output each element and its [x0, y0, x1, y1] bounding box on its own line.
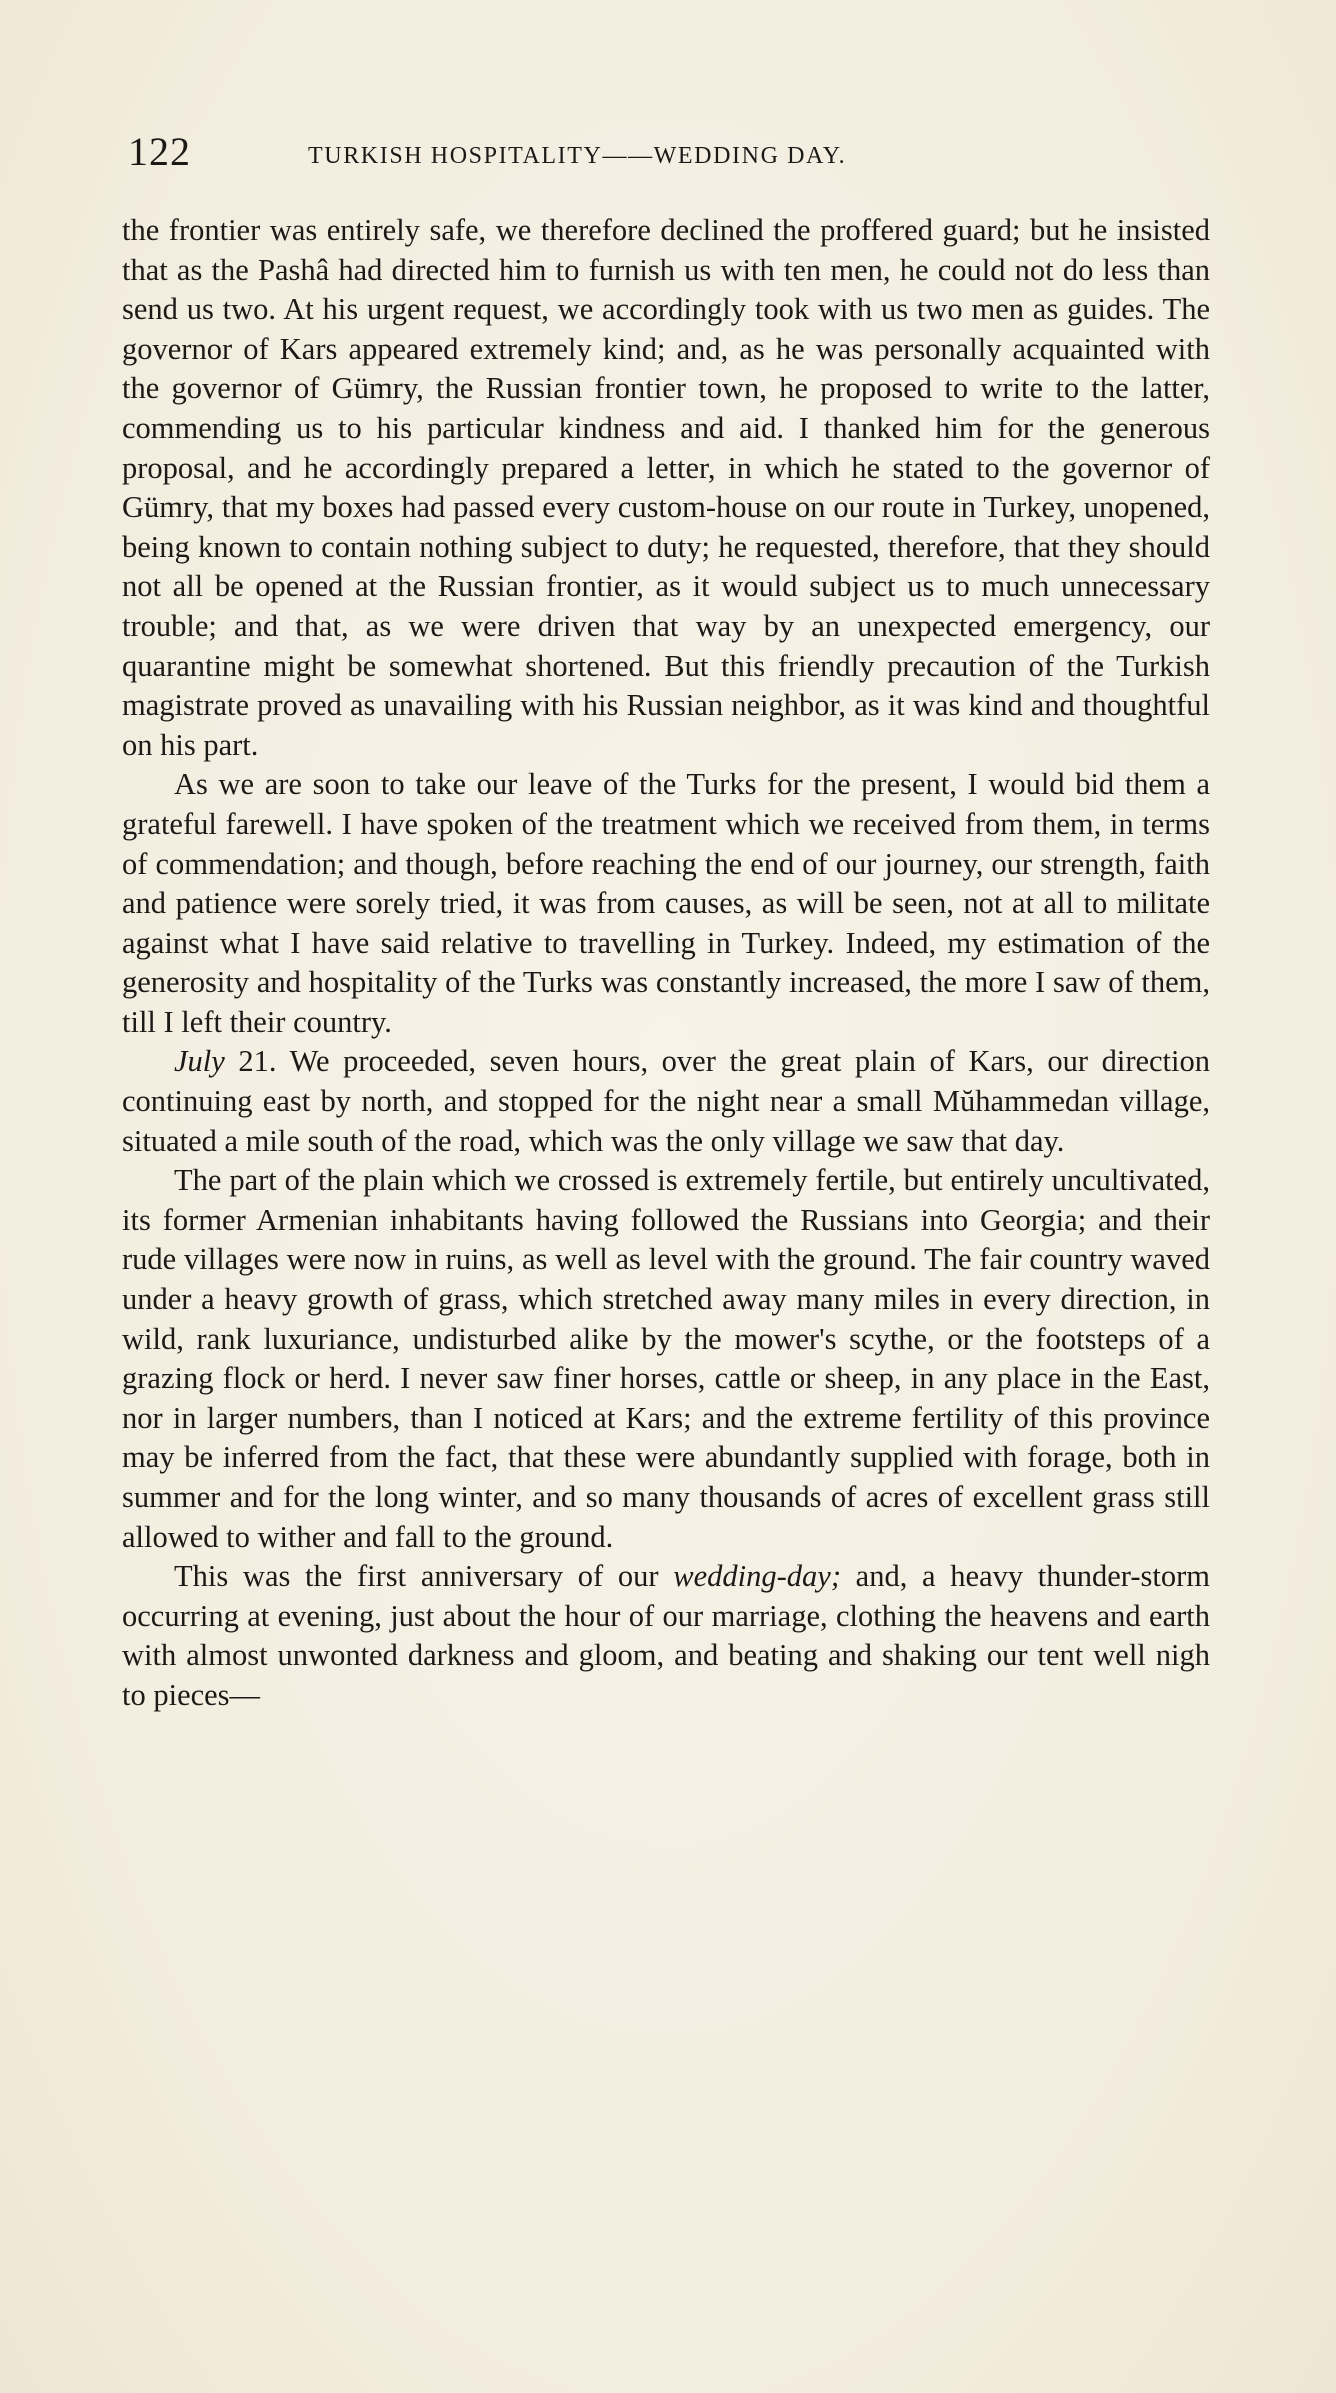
running-head — [128, 129, 1208, 182]
paragraph-text: 21. We proceeded, seven hours, over the great plain of Kars, our direction continuing east by north, and stopped for the night near a small Mŭhammedan village, situated a mile south of the road, which was the only village we saw that day. — [122, 1044, 1210, 1158]
running-title: TURKISH HOSPITALITY——WEDDING DAY. — [308, 143, 847, 169]
paragraph-july-21 — [122, 1042, 1210, 1161]
paragraph-wedding-day — [122, 1557, 1210, 1715]
paragraph-plain — [122, 1161, 1210, 1557]
paragraph-text: the frontier was entirely safe, we therefore declined the proffered guard; but he insisted that as the Pashâ had directed him to furnish us with ten men, he could not do less than send us two. At his urgent request, we accordingly took with us two men as guides. The governor of Kars appeared extremely kind; and, as he was personally acquainted with the governor of Gümry, the Russian frontier town, he proposed to write to the latter, commending us to his particular kindness and aid. I thanked him for the generous proposal, and he accordingly prepared a letter, in which he stated to the governor of Gümry, that my boxes had passed every custom-house on our route in Turkey, unopened, being known to contain nothing subject to duty; he requested, therefore, that they should not all be opened at the Russian frontier, as it would subject us to much unnecessary trouble; and that, as we were driven that way by an unexpected emergency, our quarantine might be somewhat shortened. But this friendly precaution of the Turkish magistrate proved as unavailing with his Russian neighbor, as it was kind and thoughtful on his part. — [122, 213, 1210, 762]
body-text — [122, 211, 1210, 1716]
paragraph-continued — [122, 211, 1210, 765]
page-number: 122 — [128, 129, 191, 174]
date-label: July — [174, 1044, 225, 1079]
paragraph-text-after: and, a heavy thunder-storm occurring at evening, just about the hour of our marriage, clothing the heavens and earth with almost unwonted darkness and gloom, and beating and shaking our tent well nigh to pieces— — [122, 1559, 1210, 1712]
paragraph-text: The part of the plain which we crossed is extremely fertile, but entirely uncultivated, its former Armenian inhabitants having followed the Russians into Georgia; and their rude villages were now in ruins, as well as level with the ground. The fair country waved under a heavy growth of grass, which stretched away many miles in every direction, in wild, rank luxuriance, undisturbed alike by the mower's scythe, or the footsteps of a grazing flock or herd. I never saw finer horses, cattle or sheep, in any place in the East, nor in larger numbers, than I noticed at Kars; and the extreme fertility of this province may be inferred from the fact, that these were abundantly supplied with forage, both in summer and for the long winter, and so many thousands of acres of excellent grass still allowed to wither and fall to the ground. — [122, 1163, 1210, 1554]
paragraph-text-before: This was the first anniversary of our — [174, 1559, 674, 1594]
paragraph-farewell — [122, 765, 1210, 1042]
paragraph-text: As we are soon to take our leave of the Turks for the present, I would bid them a grateful farewell. I have spoken of the treatment which we received from them, in terms of commendation; and though, before reaching the end of our journey, our strength, faith and patience were sorely tried, it was from causes, as will be seen, not at all to militate against what I have said relative to travelling in Turkey. Indeed, my estimation of the generosity and hospitality of the Turks was constantly increased, the more I saw of them, till I left their country. — [122, 767, 1210, 1039]
emphasis-wedding-day: wedding-day; — [673, 1559, 841, 1594]
